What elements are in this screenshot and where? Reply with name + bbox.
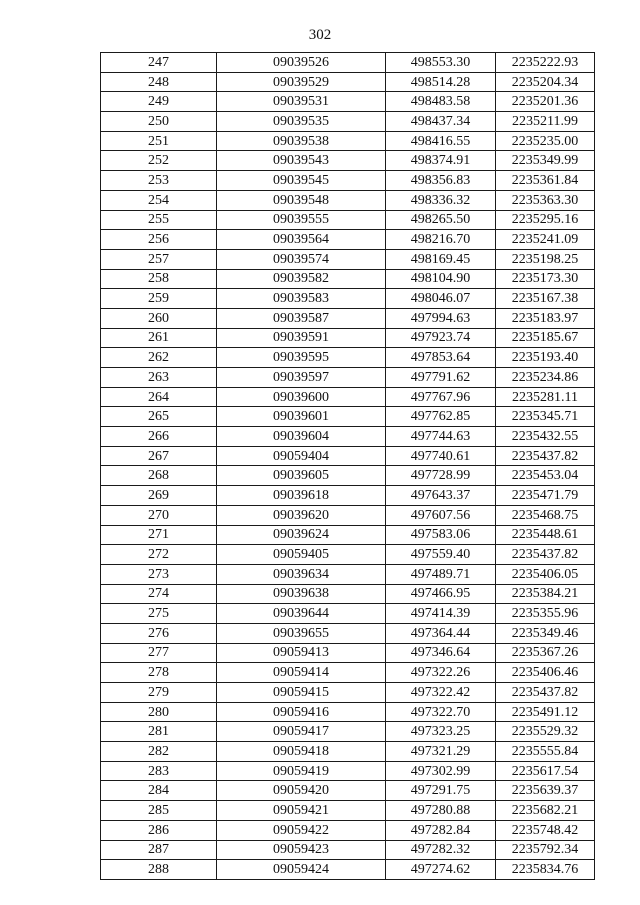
page-number: 302: [308, 27, 332, 43]
table-body: [101, 53, 595, 880]
row-index-cell: 256: [101, 230, 217, 250]
x-coordinate-cell: 497291.75: [386, 781, 496, 801]
point-id-cell: 09039545: [217, 171, 386, 191]
table-row: [101, 486, 595, 506]
row-index-cell: 261: [101, 328, 217, 348]
row-index-cell: 263: [101, 368, 217, 388]
table-row: [101, 328, 595, 348]
x-coordinate-cell: 498437.34: [386, 112, 496, 132]
point-id-cell: 09039531: [217, 92, 386, 112]
x-coordinate-cell: 497744.63: [386, 427, 496, 447]
y-coordinate-cell: 2235193.40: [496, 348, 595, 368]
y-coordinate-cell: 2235748.42: [496, 820, 595, 840]
y-coordinate-cell: 2235406.46: [496, 663, 595, 683]
point-id-cell: 09039605: [217, 466, 386, 486]
row-index-cell: 279: [101, 683, 217, 703]
x-coordinate-cell: 497322.26: [386, 663, 496, 683]
row-index-cell: 267: [101, 446, 217, 466]
point-id-cell: 09059421: [217, 801, 386, 821]
x-coordinate-cell: 497414.39: [386, 604, 496, 624]
table-row: [101, 702, 595, 722]
x-coordinate-cell: 497364.44: [386, 623, 496, 643]
point-id-cell: 09039543: [217, 151, 386, 171]
y-coordinate-cell: 2235529.32: [496, 722, 595, 742]
point-id-cell: 09059417: [217, 722, 386, 742]
table-row: [101, 269, 595, 289]
point-id-cell: 09039638: [217, 584, 386, 604]
table-row: [101, 820, 595, 840]
row-index-cell: 286: [101, 820, 217, 840]
x-coordinate-cell: 497282.32: [386, 840, 496, 860]
row-index-cell: 250: [101, 112, 217, 132]
y-coordinate-cell: 2235682.21: [496, 801, 595, 821]
row-index-cell: 254: [101, 190, 217, 210]
x-coordinate-cell: 498336.32: [386, 190, 496, 210]
row-index-cell: 264: [101, 387, 217, 407]
point-id-cell: 09039538: [217, 131, 386, 151]
y-coordinate-cell: 2235468.75: [496, 505, 595, 525]
row-index-cell: 251: [101, 131, 217, 151]
y-coordinate-cell: 2235367.26: [496, 643, 595, 663]
point-id-cell: 09039555: [217, 210, 386, 230]
point-id-cell: 09039600: [217, 387, 386, 407]
x-coordinate-cell: 497282.84: [386, 820, 496, 840]
y-coordinate-cell: 2235295.16: [496, 210, 595, 230]
table-row: [101, 623, 595, 643]
table-row: [101, 249, 595, 269]
x-coordinate-cell: 498104.90: [386, 269, 496, 289]
y-coordinate-cell: 2235183.97: [496, 308, 595, 328]
row-index-cell: 262: [101, 348, 217, 368]
y-coordinate-cell: 2235491.12: [496, 702, 595, 722]
y-coordinate-cell: 2235281.11: [496, 387, 595, 407]
row-index-cell: 258: [101, 269, 217, 289]
y-coordinate-cell: 2235361.84: [496, 171, 595, 191]
y-coordinate-cell: 2235204.34: [496, 72, 595, 92]
y-coordinate-cell: 2235617.54: [496, 761, 595, 781]
x-coordinate-cell: 497559.40: [386, 545, 496, 565]
table-row: [101, 53, 595, 73]
x-coordinate-cell: 497791.62: [386, 368, 496, 388]
x-coordinate-cell: 497607.56: [386, 505, 496, 525]
y-coordinate-cell: 2235432.55: [496, 427, 595, 447]
table-row: [101, 151, 595, 171]
point-id-cell: 09059405: [217, 545, 386, 565]
row-index-cell: 269: [101, 486, 217, 506]
table-row: [101, 722, 595, 742]
row-index-cell: 280: [101, 702, 217, 722]
y-coordinate-cell: 2235201.36: [496, 92, 595, 112]
y-coordinate-cell: 2235437.82: [496, 683, 595, 703]
table-row: [101, 545, 595, 565]
x-coordinate-cell: 498374.91: [386, 151, 496, 171]
point-id-cell: 09039582: [217, 269, 386, 289]
row-index-cell: 270: [101, 505, 217, 525]
point-id-cell: 09039634: [217, 564, 386, 584]
point-id-cell: 09059415: [217, 683, 386, 703]
table-row: [101, 446, 595, 466]
row-index-cell: 275: [101, 604, 217, 624]
row-index-cell: 268: [101, 466, 217, 486]
table-row: [101, 466, 595, 486]
x-coordinate-cell: 497302.99: [386, 761, 496, 781]
point-id-cell: 09039535: [217, 112, 386, 132]
y-coordinate-cell: 2235349.99: [496, 151, 595, 171]
table-row: [101, 190, 595, 210]
y-coordinate-cell: 2235349.46: [496, 623, 595, 643]
x-coordinate-cell: 497643.37: [386, 486, 496, 506]
y-coordinate-cell: 2235241.09: [496, 230, 595, 250]
y-coordinate-cell: 2235167.38: [496, 289, 595, 309]
table-row: [101, 92, 595, 112]
row-index-cell: 272: [101, 545, 217, 565]
y-coordinate-cell: 2235234.86: [496, 368, 595, 388]
x-coordinate-cell: 497994.63: [386, 308, 496, 328]
x-coordinate-cell: 497321.29: [386, 742, 496, 762]
row-index-cell: 288: [101, 860, 217, 880]
point-id-cell: 09039624: [217, 525, 386, 545]
y-coordinate-cell: 2235355.96: [496, 604, 595, 624]
point-id-cell: 09059416: [217, 702, 386, 722]
x-coordinate-cell: 497322.42: [386, 683, 496, 703]
x-coordinate-cell: 497767.96: [386, 387, 496, 407]
row-index-cell: 283: [101, 761, 217, 781]
x-coordinate-cell: 498553.30: [386, 53, 496, 73]
y-coordinate-cell: 2235384.21: [496, 584, 595, 604]
table-row: [101, 840, 595, 860]
table-row: [101, 525, 595, 545]
row-index-cell: 285: [101, 801, 217, 821]
table-row: [101, 781, 595, 801]
point-id-cell: 09039604: [217, 427, 386, 447]
row-index-cell: 274: [101, 584, 217, 604]
y-coordinate-cell: 2235406.05: [496, 564, 595, 584]
y-coordinate-cell: 2235834.76: [496, 860, 595, 880]
table-row: [101, 407, 595, 427]
point-id-cell: 09039587: [217, 308, 386, 328]
table-row: [101, 683, 595, 703]
point-id-cell: 09059414: [217, 663, 386, 683]
y-coordinate-cell: 2235173.30: [496, 269, 595, 289]
row-index-cell: 282: [101, 742, 217, 762]
point-id-cell: 09059419: [217, 761, 386, 781]
table-row: [101, 308, 595, 328]
table-row: [101, 427, 595, 447]
row-index-cell: 260: [101, 308, 217, 328]
row-index-cell: 249: [101, 92, 217, 112]
x-coordinate-cell: 497322.70: [386, 702, 496, 722]
row-index-cell: 271: [101, 525, 217, 545]
coordinate-table-container: [100, 52, 595, 880]
y-coordinate-cell: 2235345.71: [496, 407, 595, 427]
point-id-cell: 09059424: [217, 860, 386, 880]
x-coordinate-cell: 497489.71: [386, 564, 496, 584]
point-id-cell: 09059418: [217, 742, 386, 762]
row-index-cell: 259: [101, 289, 217, 309]
table-row: [101, 604, 595, 624]
x-coordinate-cell: 498265.50: [386, 210, 496, 230]
y-coordinate-cell: 2235453.04: [496, 466, 595, 486]
y-coordinate-cell: 2235639.37: [496, 781, 595, 801]
y-coordinate-cell: 2235363.30: [496, 190, 595, 210]
table-row: [101, 584, 595, 604]
table-row: [101, 348, 595, 368]
table-row: [101, 387, 595, 407]
row-index-cell: 265: [101, 407, 217, 427]
point-id-cell: 09039601: [217, 407, 386, 427]
point-id-cell: 09059423: [217, 840, 386, 860]
point-id-cell: 09039564: [217, 230, 386, 250]
x-coordinate-cell: 497280.88: [386, 801, 496, 821]
point-id-cell: 09059413: [217, 643, 386, 663]
y-coordinate-cell: 2235437.82: [496, 446, 595, 466]
table-row: [101, 112, 595, 132]
x-coordinate-cell: 497853.64: [386, 348, 496, 368]
table-row: [101, 564, 595, 584]
table-row: [101, 368, 595, 388]
point-id-cell: 09039548: [217, 190, 386, 210]
row-index-cell: 273: [101, 564, 217, 584]
table-row: [101, 643, 595, 663]
row-index-cell: 266: [101, 427, 217, 447]
row-index-cell: 252: [101, 151, 217, 171]
row-index-cell: 276: [101, 623, 217, 643]
x-coordinate-cell: 497728.99: [386, 466, 496, 486]
y-coordinate-cell: 2235448.61: [496, 525, 595, 545]
table-row: [101, 72, 595, 92]
point-id-cell: 09039595: [217, 348, 386, 368]
point-id-cell: 09039526: [217, 53, 386, 73]
point-id-cell: 09039655: [217, 623, 386, 643]
table-row: [101, 860, 595, 880]
row-index-cell: 278: [101, 663, 217, 683]
y-coordinate-cell: 2235222.93: [496, 53, 595, 73]
row-index-cell: 253: [101, 171, 217, 191]
x-coordinate-cell: 498169.45: [386, 249, 496, 269]
point-id-cell: 09039644: [217, 604, 386, 624]
x-coordinate-cell: 497323.25: [386, 722, 496, 742]
row-index-cell: 257: [101, 249, 217, 269]
point-id-cell: 09039597: [217, 368, 386, 388]
y-coordinate-cell: 2235211.99: [496, 112, 595, 132]
point-id-cell: 09059420: [217, 781, 386, 801]
x-coordinate-cell: 497740.61: [386, 446, 496, 466]
point-id-cell: 09059422: [217, 820, 386, 840]
row-index-cell: 248: [101, 72, 217, 92]
point-id-cell: 09039620: [217, 505, 386, 525]
table-row: [101, 210, 595, 230]
table-row: [101, 131, 595, 151]
x-coordinate-cell: 497762.85: [386, 407, 496, 427]
x-coordinate-cell: 497923.74: [386, 328, 496, 348]
table-row: [101, 505, 595, 525]
table-row: [101, 171, 595, 191]
row-index-cell: 287: [101, 840, 217, 860]
x-coordinate-cell: 498483.58: [386, 92, 496, 112]
row-index-cell: 284: [101, 781, 217, 801]
point-id-cell: 09039529: [217, 72, 386, 92]
table-row: [101, 801, 595, 821]
x-coordinate-cell: 497583.06: [386, 525, 496, 545]
point-id-cell: 09039618: [217, 486, 386, 506]
x-coordinate-cell: 498416.55: [386, 131, 496, 151]
x-coordinate-cell: 497346.64: [386, 643, 496, 663]
y-coordinate-cell: 2235235.00: [496, 131, 595, 151]
y-coordinate-cell: 2235471.79: [496, 486, 595, 506]
point-id-cell: 09039591: [217, 328, 386, 348]
point-id-cell: 09059404: [217, 446, 386, 466]
row-index-cell: 255: [101, 210, 217, 230]
x-coordinate-cell: 498356.83: [386, 171, 496, 191]
y-coordinate-cell: 2235792.34: [496, 840, 595, 860]
x-coordinate-cell: 498046.07: [386, 289, 496, 309]
y-coordinate-cell: 2235437.82: [496, 545, 595, 565]
table-row: [101, 742, 595, 762]
table-row: [101, 663, 595, 683]
coordinate-table: [100, 52, 595, 880]
x-coordinate-cell: 497274.62: [386, 860, 496, 880]
y-coordinate-cell: 2235185.67: [496, 328, 595, 348]
x-coordinate-cell: 497466.95: [386, 584, 496, 604]
y-coordinate-cell: 2235198.25: [496, 249, 595, 269]
x-coordinate-cell: 498514.28: [386, 72, 496, 92]
table-row: [101, 289, 595, 309]
table-row: [101, 761, 595, 781]
y-coordinate-cell: 2235555.84: [496, 742, 595, 762]
point-id-cell: 09039583: [217, 289, 386, 309]
table-row: [101, 230, 595, 250]
point-id-cell: 09039574: [217, 249, 386, 269]
row-index-cell: 247: [101, 53, 217, 73]
x-coordinate-cell: 498216.70: [386, 230, 496, 250]
row-index-cell: 281: [101, 722, 217, 742]
row-index-cell: 277: [101, 643, 217, 663]
